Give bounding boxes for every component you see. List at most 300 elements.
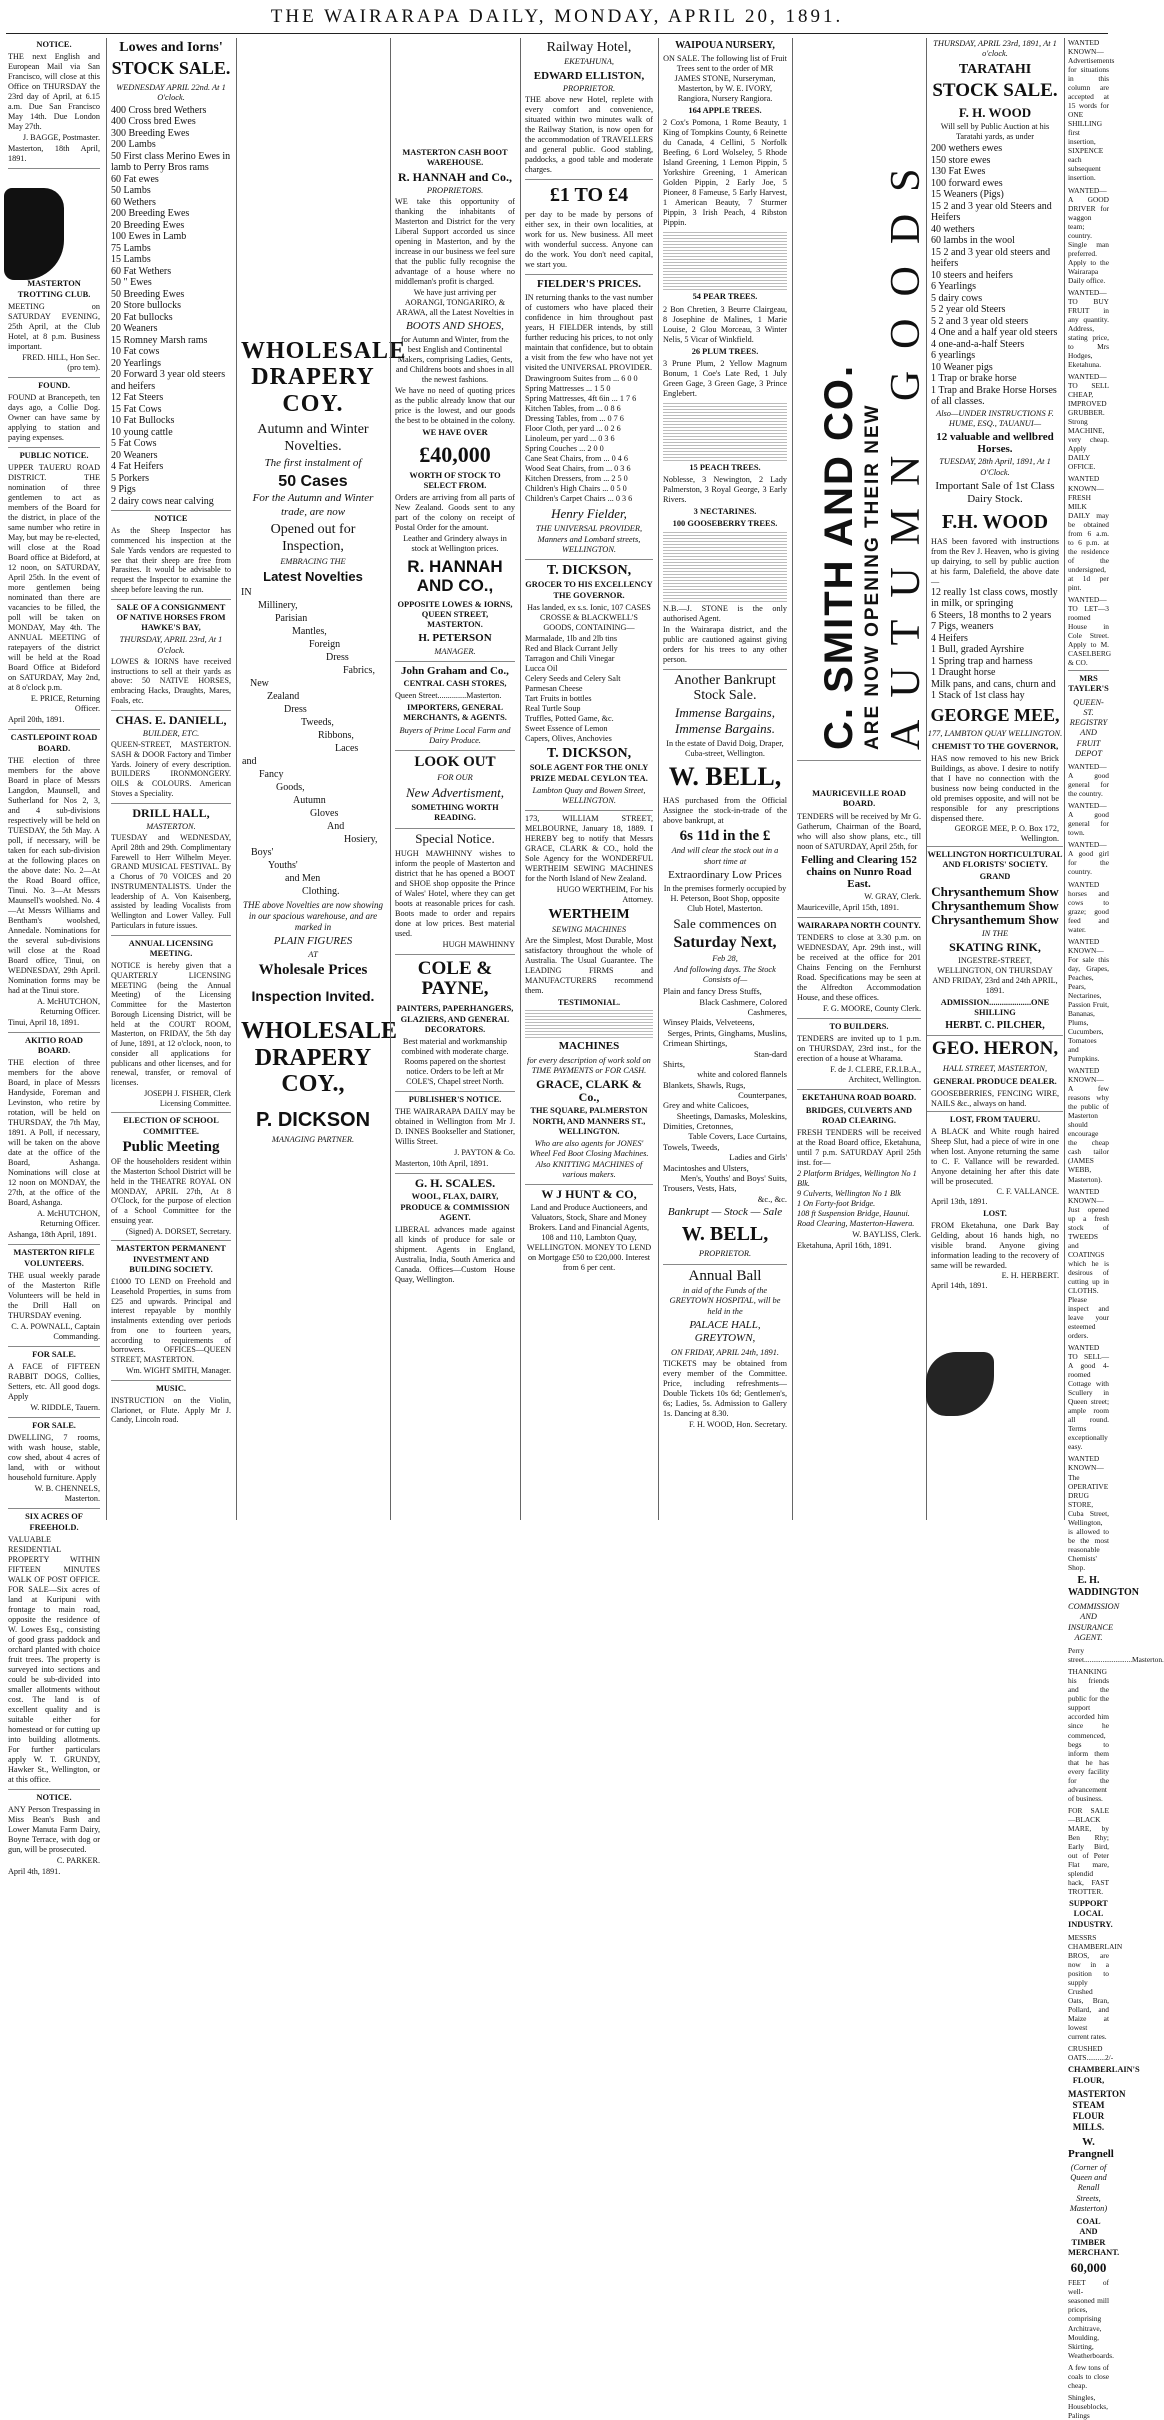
- support-local: SUPPORT LOCAL INDUSTRY.: [1068, 1899, 1113, 1929]
- taylers-item: WANTED horses and cows to graze; good feed and water.: [1068, 879, 1109, 934]
- graham-title: John Graham and Co.,: [401, 664, 509, 677]
- for-trade: For the Autumn and Winter trade, are now: [252, 492, 374, 518]
- wertheim-title: WERTHEIM: [548, 907, 630, 923]
- pilcher-name: HERBT. C. PILCHER,: [945, 1020, 1045, 1032]
- bell-title: W. BELL,: [668, 762, 782, 792]
- plain-figures: PLAIN FIGURES: [273, 934, 353, 947]
- hannah-text: WE take this opportunity of thanking the inhabitants of Masterton and District for the very Liberal Support accorded us since opening in Masterton, and by the increase in our business we feel sure that the public fully recognise the advantage of a house where no middleman's profit is charged.: [395, 196, 515, 286]
- we-have-over: WE HAVE OVER: [422, 428, 488, 438]
- election-title: ELECTION OF SCHOOL COMMITTEE.: [123, 1116, 219, 1136]
- stock-sale-heading: STOCK SALE.: [111, 58, 231, 79]
- notice-signature: W. B. CHENNELS, Masterton.: [34, 1484, 100, 1504]
- stock-item: white and colored flannels: [697, 1069, 787, 1080]
- stock-item: Shirts,: [663, 1058, 685, 1069]
- special-notice: Special Notice.: [415, 831, 495, 847]
- another-bankrupt: Another Bankrupt Stock Sale.: [674, 672, 776, 704]
- notice-body: THE usual weekly parade of the Masterton Rifle Volunteers will be held in the Drill Hall on THURSDAY evening.: [8, 1270, 100, 1320]
- grocery-item: Sweet Essence of Lemon: [525, 723, 608, 733]
- showing-text: THE above Novelties are now showing in our spacious warehouse, and are marked in: [243, 899, 383, 932]
- stock-lot: 50 " Ewes: [111, 277, 152, 289]
- scales-sub: WOOL, FLAX, DAIRY, PRODUCE & COMMISSION AGENT.: [400, 1192, 510, 1222]
- notice-heading: CASTLEPOINT ROAD BOARD.: [10, 733, 98, 753]
- notice-block: [8, 40, 100, 169]
- chamberlain-flour: CHAMBERLAIN'S FLOUR,: [1068, 2065, 1140, 2085]
- taratahi: TARATAHI: [958, 61, 1032, 77]
- smith-company-name: C. SMITH AND CO.: [817, 363, 861, 750]
- importers: IMPORTERS, GENERAL MERCHANTS, & AGENTS.: [403, 703, 507, 723]
- taratahi-stock-sale: STOCK SALE.: [932, 79, 1058, 101]
- wood-lot: 4 One and a half year old steers: [931, 327, 1058, 339]
- stock-lot: 50 Lambs: [111, 185, 151, 197]
- mauriceville-sign: W. GRAY, Clerk.: [864, 891, 921, 901]
- stock-item: Stan-dard: [753, 1048, 787, 1059]
- palace-hall: PALACE HALL, GREYTOWN,: [689, 1318, 761, 1345]
- stock-lot: 15 Romney Marsh rams: [111, 334, 208, 346]
- notice-date: Masterton, 18th April, 1891.: [8, 144, 100, 164]
- nursery-text: ON SALE. The following list of Fruit Trees sent to the order of MR JAMES STONE, Nurseryman, Masterton, by W. E. IVORY, Rangiora, Nursery Rangiora.: [663, 54, 787, 104]
- notice-heading: MASTERTON RIFLE VOLUNTEERS.: [13, 1248, 95, 1268]
- need-text: We have no need of quoting prices as the public already know that our price is the lowest, and our goods the best to be obtained in the colony.: [395, 386, 515, 426]
- valuable-horses: 12 valuable and wellbred Horses.: [936, 431, 1054, 456]
- wood-lot: 150 store ewes: [931, 154, 991, 166]
- knitting-text: Who are also agents for JONES' Wheel Fed Boot Closing Machines. Also KNITTING MACHINES of various makers.: [529, 1139, 649, 1179]
- price-line: Spring Mattresses ... 1 5 0: [525, 384, 611, 394]
- stock-lot: 12 Fat Steers: [111, 392, 164, 404]
- waddington-address: Perry street..........................Masterton.: [1068, 1646, 1164, 1665]
- stock-lot: 50 First class Merino Ewes in lamb to Perry Bros rams: [111, 150, 231, 174]
- wanted-ad: WANTED—TO SELL CHEAP, IMPROVED GRUBBER. Strong MACHINE, very cheap. Apply DAILY OFFICE.: [1068, 372, 1109, 472]
- wood-lot: 10 steers and heifers: [931, 269, 1013, 281]
- novelty-item: Dress: [284, 703, 307, 715]
- stock-lot: 10 Fat cows: [111, 346, 160, 358]
- grocery-item: Real Turtle Soup: [525, 703, 581, 713]
- stock-lot: 5 Porkers: [111, 472, 150, 484]
- wood-lot: 10 Weaner pigs: [931, 361, 993, 373]
- stock-lot: 15 Lambs: [111, 254, 151, 266]
- stock-item: Grey and white Calicoes,: [663, 1100, 749, 1111]
- stock-lot: 9 Pigs: [111, 484, 136, 496]
- price-line: Kitchen Dressers, from ... 2 5 0: [525, 474, 628, 484]
- stock-item: Table Covers, Lace Curtains,: [688, 1131, 787, 1142]
- notice-block: [8, 1512, 100, 1790]
- nursery-list-body: [663, 230, 787, 290]
- to-builders-sign: F. de J. CLERE, F.R.I.B.A., Architect, Wellington.: [830, 1065, 921, 1085]
- novelty-item: Youths': [268, 859, 298, 871]
- price-line: Floor Cloth, per yard ... 0 2 6: [525, 424, 621, 434]
- peterson-name: H. PETERSON: [418, 632, 492, 645]
- notice-heading: PUBLIC NOTICE.: [19, 451, 89, 460]
- notice-body: UPPER TAUERU ROAD DISTRICT. THE nomination of three gentlemen to act as members of the Board for the district, in place of the same number who retire in May, but may be re-elected, will close at the Road Board office at Bideford, at 12 noon, on SATURDAY, April 25th. In the event of more gentlemen being nominated than there are vacancies to be filled, the poll will be taken on MONDAY, May 4th. The ANNUAL MEETING of ratepayers of the district will be held at the Road Board Office at Bideford on SATURDAY, May 2nd, at 8 o'clock p.m.: [8, 463, 100, 693]
- novelty-item: And: [327, 820, 345, 832]
- publishers-notice: PUBLISHER'S NOTICE.: [408, 1095, 502, 1105]
- stock-lot: 20 Store bullocks: [111, 300, 181, 312]
- stock-sale-date: WEDNESDAY APRIL 22nd. At 1 O'clock.: [116, 83, 226, 103]
- novelty-item: Millinery,: [258, 599, 298, 611]
- stock-lot: 20 Weaners: [111, 449, 158, 461]
- column-8-wood-auction: [926, 38, 1063, 1520]
- grocery-item: Marmalade, 1lb and 2lb tins: [525, 633, 618, 643]
- notice-date: Ashanga, 18th April, 1891.: [8, 1230, 97, 1240]
- election-sign: (Signed) A. DORSET, Secretary.: [125, 1226, 231, 1236]
- stock-item: Serges, Prints, Ginghams, Muslins,: [667, 1027, 787, 1038]
- public-meeting-heading: Public Meeting: [122, 1138, 220, 1155]
- dairy-lot: 1 Bull, graded Ayrshire: [931, 644, 1024, 656]
- masthead: THE WAIRARAPA DAILY, MONDAY, APRIL 20, 1891.: [270, 6, 844, 27]
- wood-lot: 40 wethers: [931, 223, 975, 235]
- notice-date: April 4th, 1891.: [8, 1867, 61, 1876]
- lost2-title: LOST.: [983, 1209, 1007, 1219]
- mawhinny-text: HUGH MAWHINNY wishes to inform the people of Masterton and district that he has opened a BOOT and SHOE shop opposite the Prince of Wales' Hotel, where they can get boots at reasonable prices for cash. Boots made to order and repairs done at low prices. Best material used.: [395, 848, 515, 938]
- wanted-ad: WANTED KNOWN—Advertisements for situations in this column are accepted at 15 words for ONE SHILLING first insertion, SIXPENCE each subsequent insertion.: [1068, 38, 1115, 183]
- stock-item: Macintoshes and Ulsters,: [663, 1162, 749, 1173]
- novelty-item: and Men: [285, 872, 321, 884]
- saturday-next: Saturday Next,: [673, 934, 777, 952]
- notice-heading: FOUND.: [38, 380, 70, 390]
- column-5-hotel-grocer: [520, 38, 657, 1520]
- licensing-text: NOTICE is hereby given that a QUARTERLY LICENSING MEETING (being the Annual Meeting) of the Licensing Committee for the Masterton Borough Licensing District, will be held at the COURT ROOM, Masterton, on FRIDAY, the 5th day of June, 1891, at 12 o'clock, noon, to consider all applications for publicans and other licenses, and for renewal, transfer, or removal of licenses.: [111, 961, 231, 1088]
- music-title: MUSIC.: [155, 1383, 186, 1393]
- price-line: Linoleum, per yard ... 0 3 6: [525, 434, 615, 444]
- dairy-lot: 1 Stack of 1st class hay: [931, 690, 1025, 702]
- taylers-title: MRS TAYLER'S: [1068, 670, 1109, 695]
- buyers-text: Buyers of Prime Local Farm and Dairy Produce.: [399, 725, 511, 745]
- lowes-title: Lowes and Iorns': [119, 40, 223, 55]
- notice-body: MEETING on SATURDAY EVENING, 25th April, at the Club Hotel, at 8 p.m. Business important.: [8, 301, 100, 351]
- fielder-price-list: [525, 374, 653, 504]
- notice-body: FOUND at Brancepeth, ten days ago, a Collie Dog. Owner can have same by applying to station and paying expenses.: [8, 393, 100, 442]
- lost-text: A BLACK and White rough haired Sheep Slut, had a piece of wire in one when lost. Anyone returning the same to C. F. Vallance will be rewarded. Anyone detaining her after this date will be prosecuted.: [931, 1127, 1059, 1187]
- cole-payne-title: COLE & PAYNE,: [417, 957, 493, 1000]
- wood-text: Will sell by Public Auction at his Taratahi yards, as under: [940, 122, 1050, 142]
- stock-item: Sheetings, Damasks, Moleskins,: [676, 1110, 787, 1121]
- waddington-title: E. H. WADDINGTON: [1068, 1574, 1139, 1599]
- dairy-sale-title: Important Sale of 1st Class Dairy Stock.: [935, 479, 1055, 506]
- grocery-item: Truffles, Potted Game, &c.: [525, 713, 614, 723]
- stock-item: Blankets, Shawls, Rugs,: [663, 1079, 746, 1090]
- nursery-sign: N.B.—J. STONE is the only authorised Agent.: [663, 603, 787, 623]
- eketahuna-board-text: FRESH TENDERS will be received at the Road Board office, Eketahuna, until 7 p.m. SATURDAY April 25th inst. for—: [797, 1128, 921, 1168]
- masthead-rule: [6, 33, 1108, 34]
- price-line: Children's Carpet Chairs ... 0 3 6: [525, 494, 633, 504]
- notice-heading: NOTICE.: [36, 1792, 72, 1802]
- elliston-role: PROPRIETOR.: [562, 83, 616, 93]
- stock-lot: 15 Fat Cows: [111, 403, 162, 415]
- dairy-lot: 6 Steers, 18 months to 2 years: [931, 609, 1052, 621]
- horticultural-title: WELLINGTON HORTICULTURAL AND FLORISTS' SOCIETY.: [927, 846, 1063, 871]
- pound-text: per day to be made by persons of either sex, in their own localities, at work for us. New business. All meet with wonderful success. Anyone can do the work. You don't need capital, we start you.: [525, 209, 653, 269]
- price-line: Spring Mattresses, 4ft 6in ... 1 7 6: [525, 394, 637, 404]
- premises-text: In the premises formerly occupied by H. Peterson, Boot Shop, opposite Club Hotel, Masterton.: [663, 884, 787, 914]
- lost2-date: April 14th, 1891.: [931, 1281, 988, 1291]
- dickson-name: P. DICKSON: [255, 1109, 371, 1132]
- georgemee-address: 177, LAMBTON QUAY WELLINGTON.: [927, 729, 1063, 739]
- stock-lot: 20 Weaners: [111, 323, 158, 335]
- lost-title: LOST, FROM TAUERU.: [927, 1111, 1063, 1125]
- notice-signature: A. McHUTCHON, Returning Officer.: [37, 1209, 100, 1229]
- stock-lot: 2 dairy cows near calving: [111, 495, 214, 507]
- chrysanthemum-show: Chrysanthemum Show: [931, 883, 1059, 899]
- drill-hall-text: TUESDAY and WEDNESDAY, April 28th and 29th. Complimentary Farewell to Herr Wilhelm Meyer. GRAND MUSICAL FESTIVAL. By a Chorus of 70 VOICES and 20 INSTRUMENTALISTS. Under the leadership of A. Von Kaisenberg, assisted by leading Vocalists from Wellington and Lower Valley. Full Particulars in future issues.: [111, 833, 231, 930]
- cases-count: 50 Cases: [278, 472, 348, 490]
- cole-payne-text: Best material and workmanship combined with moderate charge. Rooms papered on the shortest notice. Orders to be left at Mr COLE'S, Chapel street North.: [401, 1037, 509, 1087]
- plum-heading: 26 PLUM TREES.: [691, 346, 759, 356]
- immense-bargains: Immense Bargains, Immense Bargains.: [675, 705, 775, 737]
- admission: ADMISSION....................ONE SHILLING: [940, 997, 1050, 1018]
- price-line: Kitchen Tables, from ... 0 8 6: [525, 404, 621, 414]
- novelty-item: Hosiery,: [344, 833, 378, 845]
- notice-title: NOTICE: [154, 514, 188, 524]
- fielder-text: IN returning thanks to the vast number of customers who have placed their confidence in him throughout past years, H FIELDER intends, by still further reducing his prices, to not only maintain that confidence, but to obtain a visit from the few who have not yet visited the UNIVERSAL PROVIDER.: [525, 293, 653, 373]
- stock-item: Dimities, Cretonnes,: [663, 1121, 734, 1132]
- cole-payne-sub: PAINTERS, PAPERHANGERS, GLAZIERS, AND GENERAL DECORATORS.: [396, 1004, 514, 1034]
- grocery-item: Celery Seeds and Celery Salt: [525, 673, 621, 683]
- publishers-sign: J. PAYTON & Co.: [454, 1148, 515, 1158]
- novelty-item: Ribbons,: [318, 729, 354, 741]
- wood-sale-date: THURSDAY, APRIL 23rd, 1891, At 1 o'clock.: [933, 39, 1057, 59]
- to-builders-title: TO BUILDERS.: [829, 1022, 889, 1032]
- dairy-lot: 4 Heifers: [931, 632, 968, 644]
- novelty-item: Zealand: [267, 690, 300, 702]
- sole-agent: SOLE AGENT FOR THE ONLY PRIZE MEDAL CEYLON TEA.: [529, 763, 649, 783]
- look-out: LOOK OUT: [414, 754, 496, 771]
- latest-novelties: Latest Novelties: [263, 568, 363, 584]
- waddington-text: THANKING his friends and the public for the support accorded him since he commenced, begs to inform them that he has every facility for the advancement of business.: [1068, 1667, 1109, 1803]
- boots-and-shoes: BOOTS AND SHOES,: [406, 319, 504, 332]
- novelty-item: Fancy: [259, 768, 284, 780]
- column-6-nursery-bell: [658, 38, 791, 1520]
- wood-lot: 6 Yearlings: [931, 281, 977, 293]
- feet-text: FEET of well-seasoned mill prices, comprising Architrave, Moulding, Skirting, Weatherboards.: [1068, 2278, 1114, 2360]
- notice-body: VALUABLE RESIDENTIAL PROPERTY WITHIN FIFTEEN MINUTES WALK OF POST OFFICE. FOR SALE—Six acres of land at Kuripuni with frontage to main road, opposite the residence of W. Lowes Esq., consisting of good grass paddock and orchard planted with choice fruit trees. The property is surveyed into sections and could be sub-divided into smaller allotments without cost. The land is of excellent quality and is suitable either for homestead or for cutting up into building allotments. For further particulars apply W. T. GRUNDY, Hawker St., Wellington, or at this office.: [8, 1534, 100, 1784]
- dairy-lot: Milk pans, and cans, churn and: [931, 678, 1056, 690]
- eketahuna-sign: W. BAYLISS, Clerk.: [852, 1230, 921, 1240]
- hunt-title: W J HUNT & CO,: [541, 1187, 637, 1202]
- eketahuna-items: [797, 1169, 921, 1229]
- tdickson-title: T. DICKSON,: [546, 563, 632, 578]
- wood-lot: 5 dairy cows: [931, 292, 983, 304]
- novelty-item: Clothing.: [302, 885, 340, 897]
- fielder-prices-title: FIELDER'S PRICES.: [537, 277, 641, 290]
- bell-stock-list: [663, 986, 787, 1204]
- permanent-society-sign: Wm. WIGHT SMITH, Manager.: [125, 1365, 231, 1375]
- stock-lot: 10 young cattle: [111, 426, 173, 438]
- stock-lot: 50 Breeding Ewes: [111, 288, 185, 300]
- plum-text: 3 Prune Plum, 2 Yellow Magnum Bonum, 1 Coe's Late Red, 1 July Green Gage, 3 Green Gage, 3 Prince Englebert.: [663, 358, 787, 398]
- machines-text: for every description of work sold on TIME PAYMENTS or FOR CASH.: [527, 1055, 651, 1075]
- grocery-item: Tarragon and Chili Vinegar: [525, 653, 615, 663]
- bell-text: HAS purchased from the Official Assignee the stock-in-trade of the above bankrupt, at: [663, 795, 787, 825]
- price-line: Dressing Tables, from ... 0 7 6: [525, 414, 624, 424]
- apple-text: 2 Cox's Pomona, 1 Rome Beauty, 1 King of Tompkins County, 6 Reinette du Canada, 4 Cellini, 5 Norfolk Beefing, 6 Lord Wolseley, 5 Rhode Island Greening, 1 Lemon Pippin, 5 Yorkshire Greening, 1 American Golden Pippin, 2 Early Joe, 5 Pioneer, 8 Fameuse, 5 Early Harvest, 1 American Beauty, 7 Sturmer Pippin, 3 Irish Peach, 4 Ribston Pippin.: [663, 118, 787, 228]
- notice-signature: E. PRICE, Returning Officer.: [30, 694, 100, 714]
- inspection-invited: Inspection Invited.: [251, 987, 375, 1004]
- wanted-ad: WANTED KNOWN—The OPERATIVE DRUG STORE, Cuba Street, Wellington, is allowed to be the most reasonable Chemists' Shop.: [1068, 1454, 1109, 1572]
- gooseberry-heading: 100 GOOSEBERRY TREES.: [672, 519, 778, 529]
- extraordinary-prices: Extraordinary Low Prices: [668, 868, 782, 881]
- wood-lot-list: [931, 143, 1059, 408]
- notice-signature: W. RIDDLE, Tauern.: [30, 1403, 100, 1412]
- novelty-item: Dress: [326, 651, 349, 663]
- price-line: Cane Seat Chairs, from ... 0 4 6: [525, 454, 629, 464]
- wanted-ad: WANTED KNOWN—Just opened up a fresh stock of TWEEDS and COATINGS which he is desirous of cutting up in CLOTHS. Please inspect and leave your esteemed orders.: [1068, 1186, 1109, 1341]
- novelty-item: Foreign: [309, 638, 341, 650]
- notice-heading: AKITIO ROAD BOARD.: [25, 1035, 83, 1055]
- stock-worth: WORTH OF STOCK TO SELECT FROM.: [409, 470, 501, 491]
- nursery-caution: In the Wairarapa district, and the public are cautioned against giving orders for his trees to any other person.: [663, 624, 787, 664]
- notice-block: [8, 733, 100, 1033]
- wanted-ad: WANTED KNOWN—FRESH MILK DAILY may be obtained from 6 a.m. to 6 p.m. at the residence of the undersigned, at 1d per pint.: [1068, 474, 1109, 592]
- testimonial-label: TESTIMONIAL.: [557, 997, 621, 1007]
- wertheim-sign: HUGO WERTHEIM, For his Attorney.: [556, 885, 653, 905]
- publishers-text: THE WAIRARAPA DAILY may be obtained in Wellington from Mr J. D. INNES Bookseller and Stationer, Willis Street.: [395, 1107, 515, 1147]
- daniell-title: CHAS. E. DANIELL,: [115, 712, 227, 727]
- notice-signature: C. A. POWNALL, Captain Commanding.: [11, 1321, 100, 1341]
- wood-lot: 1 Trap or brake horse: [931, 373, 1017, 385]
- daniell-subtitle: BUILDER, ETC.: [142, 728, 200, 738]
- coal-timber: COAL AND TIMBER MERCHANT.: [1068, 2217, 1120, 2257]
- bell-price: 6s 11d in the £: [679, 827, 771, 844]
- chamberlain-text: MESSRS CHAMBERLAIN BROS, are now in a position to supply Crushed Oats, Bran, Pollard, and Maize at lowest current rates.: [1068, 1932, 1123, 2042]
- novelty-item: Gloves: [310, 807, 339, 819]
- taylers-item: WANTED—A good general for town.: [1068, 801, 1109, 838]
- permanent-society-text: £1000 TO LEND on Freehold and Leasehold Properties, in sums from £25 and upwards. Principal and interest repayable by monthly instalments extending over periods from one to fourteen years, according to requirements of borrowers. OFFICES—QUEEN STREET, MASTERTON.: [111, 1277, 231, 1365]
- dairy-lot: 1 Spring trap and harness: [931, 655, 1033, 667]
- boots-sub: for Autumn and Winter, from the best English and Continental Makers, comprising Ladies, Gents, and Childrens boots and shoes in all the newest fashions.: [395, 335, 515, 385]
- grand-label: GRAND: [979, 872, 1011, 882]
- hunt-text: Land and Produce Auctioneers, and Valuators, Stock, Share and Money Brokers. Land and Financial Agents, 108 and 110, Lambton Quay, WELLINGTON. MONEY TO LEND on Mortgage £50 to £20,000. Interest from 6 per cent.: [526, 1203, 652, 1273]
- mauriceville-title: MAURICEVILLE ROAD BOARD.: [812, 789, 906, 809]
- sale-commences: Sale commences on: [673, 916, 777, 932]
- tender-item: 9 Culverts, Wellington No 1 Blk: [797, 1189, 901, 1199]
- first-instalment: The first instalment of: [264, 457, 362, 470]
- wood-lot: 5 2 and 3 year old steers: [931, 315, 1029, 327]
- stock-item: Crimean Shirtings,: [663, 1038, 728, 1049]
- nursery-list-body-3: [663, 532, 787, 602]
- grocery-item: Red and Black Currant Jelly: [525, 643, 618, 653]
- to-builders-text: TENDERS are invited up to 1 p.m. on THURSDAY, 23rd inst., for the erection of a house at Wharama.: [797, 1034, 921, 1064]
- wood-lot: 5 2 year old Steers: [931, 304, 1006, 316]
- notice-date: Tinui, April 18, 1891.: [8, 1017, 80, 1027]
- bell-proprietor: PROPRIETOR.: [698, 1249, 752, 1259]
- wanted-ad: WANTED—A GOOD DRIVER for waggon team; country. Single man preferred. Apply to the Wairarapa Daily office.: [1068, 185, 1109, 285]
- grocery-item: Lucca Oil: [525, 663, 558, 673]
- stock-item: Men's, Youths' and Boys' Suits,: [680, 1172, 787, 1183]
- novelty-item: Mantles,: [292, 625, 327, 637]
- ball-date: ON FRIDAY, APRIL 24th, 1891.: [670, 1347, 780, 1357]
- notice-heading: MASTERTON TROTTING CLUB.: [17, 279, 91, 299]
- mauriceville-text: TENDERS will be received by Mr G. Gatherum, Chairman of the Board, who will also show plans, etc., till noon of SATURDAY, April 25th, for: [797, 811, 921, 851]
- horse-sale-title: SALE OF A CONSIGNMENT OF NATIVE HORSES FROM HAWKE'S BAY,: [116, 602, 226, 633]
- notice-body: THE next English and European Mail via San Francisco, will close at this Office on THURSDAY the 23rd day of April, at 6.15 a.m. Due San Francisco May 14th. Due London May 27th.: [8, 52, 100, 132]
- stock-lot: 20 Fat bullocks: [111, 311, 173, 323]
- taylers-item: WANTED—A good general for the country.: [1068, 762, 1109, 799]
- stock-item: Winsey Plaids, Velveteens,: [663, 1017, 755, 1028]
- estate-text: In the estate of David Doig, Draper, Cuba-street, Wellington.: [666, 739, 784, 759]
- stock-lot: 20 Yearlings: [111, 357, 162, 369]
- heron-dealer: GENERAL PRODUCE DEALER.: [933, 1076, 1057, 1086]
- election-text: OF the householders resident within the Masterton School District will be held in the THEATRE ROYAL ON MONDAY, APRIL 27th, At 8 O'Clock, for the purpose of election of a School Committee for the ensuing year.: [111, 1157, 231, 1225]
- notice-block: [8, 1248, 100, 1347]
- managing-partner: MANAGING PARTNER.: [271, 1135, 355, 1145]
- notice-heading: SIX ACRES OF FREEHOLD.: [25, 1512, 83, 1532]
- dairy-lot: 1 Draught horse: [931, 667, 996, 679]
- novelty-item: Parisian: [275, 612, 308, 624]
- smith-autumn-goods: AUTUMN GOODS: [883, 146, 929, 750]
- lost-date: April 13th, 1891.: [931, 1197, 988, 1207]
- proprietors: PROPRIETORS.: [426, 185, 484, 195]
- at-label: AT: [308, 950, 318, 960]
- notice-body: ANY Person Trespassing in Miss Bean's Bush and Lower Manuta Farm Dairy, Boyne Terrace, with dog or gun, will be prosecuted.: [8, 1805, 100, 1854]
- ball-tickets: TICKETS may be obtained from every member of the Committee. Price, including refreshments—Double Tickets 10s 6d; Gentlemen's, 6s; Ladies, 5s. Admission to Gallery 1s. Dancing at 8.30.: [663, 1358, 787, 1418]
- licensing-sign: JOSEPH J. FISHER, Clerk Licensing Committee.: [144, 1088, 231, 1108]
- stock-item: &c., &c.: [757, 1193, 787, 1204]
- hannah-title-2: R. HANNAH AND CO.,: [407, 557, 503, 595]
- price-line: Children's High Chairs ... 0 5 0: [525, 484, 627, 494]
- wood2-text: HAS been favored with instructions from the Rev J. Heaven, who is giving up dairying, to sell by public auction at his farm, Dalefield, the above date—: [931, 536, 1059, 586]
- skating-rink: SKATING RINK,: [949, 939, 1041, 954]
- column-7-smith-tenders: [792, 38, 929, 1520]
- horse-sale-text: LOWES & IORNS have received instructions to sell at their yards as above: 50 NATIVE HORSES, embracing Hacks, Draughts, Mares, Foals, etc.: [111, 656, 231, 705]
- in-the: IN THE: [981, 928, 1009, 938]
- stock-lot: 4 Fat Heifers: [111, 461, 164, 473]
- novelty-item: IN: [241, 586, 252, 598]
- stock-item: Ladies and Girls': [729, 1152, 787, 1163]
- notice-heading: FOR SALE.: [32, 1349, 76, 1359]
- stock-lot: 60 Wethers: [111, 196, 156, 208]
- clear-text: And will clear the stock out in a short time at: [671, 846, 779, 866]
- coals-text: A few tons of coals to close cheap.: [1068, 2362, 1109, 2390]
- novelty-item: Goods,: [276, 781, 305, 793]
- daniell-text: QUEEN-STREET, MASTERTON. SASH & DOOR Factory and Timber Yards. Joinery of every description. BUILDERS IRONMONGERY. OILS & COLOURS. American Stoves a Speciality.: [111, 740, 231, 798]
- wairarapa-north-text: TENDERS to close at 3.30 p.m. on WEDNESDAY, Apr. 29th inst., will be received at the office for 201 Chains Fencing on the Fernhurst Road. Specifications may be seen at the Alfredton Accommodation House, and these offices.: [797, 933, 921, 1003]
- tender-item: Road Clearing, Masterton-Hawera.: [797, 1219, 915, 1229]
- tdickson-title-2: T. DICKSON,: [546, 745, 632, 761]
- for-our: FOR OUR: [437, 772, 473, 782]
- stock-amount: £40,000: [419, 441, 491, 467]
- pound-heading: £1 TO £4: [549, 183, 629, 206]
- stock-lot: 300 Breeding Ewes: [111, 127, 190, 139]
- notice-date: April 20th, 1891.: [8, 715, 65, 725]
- permanent-society-title: MASTERTON PERMANENT INVESTMENT AND BUILDING SOCIETY.: [116, 1244, 226, 1274]
- cash-warehouse-title: MASTERTON CASH BOOT WAREHOUSE.: [402, 148, 508, 168]
- steam-mills: MASTERTON STEAM FLOUR MILLS.: [1068, 2088, 1126, 2132]
- railway-hotel: Railway Hotel,: [546, 40, 632, 55]
- notice-body: THE election of three members for the above Board in place of Messrs Langdon, Maunsell, and Sutherland for Nos 2, 3, and 4 sub-divisions respectively will be held on TUESDAY, the 5th May. A poll, if necessary, will be taken for each sub-division at the following places on the above date: No. 2—At the Road Board office, Tinui. No. 3—At Messrs Maunsell's woolshed. No. 4—At Messrs Williams and Bentham's woolshed, Annedale. Nominations for the several sub-divisions will close at the Road Board office, Tinui, on WEDNESDAY, 29th April. Nomination forms may be had at the Tinui store.: [8, 755, 100, 995]
- notice-heading: FOR SALE.: [32, 1421, 76, 1430]
- taylers-sub: QUEEN-ST. REGISTRY AND FRUIT DEPOT: [1069, 697, 1108, 758]
- notice-block: [8, 279, 100, 378]
- taylers-item: WANTED—A good girl for the country.: [1068, 840, 1109, 877]
- fielder-sign: Henry Fielder,: [551, 506, 627, 522]
- dairy-date: TUESDAY, 28th April, 1891, At 1 O'Clock.: [939, 457, 1051, 477]
- wood-lot: 200 wethers ewes: [931, 143, 1003, 155]
- wertheim-text: Are the Simplest, Most Durable, Most satisfactory throughout the whole of Australia. The Usual Guarantee. The LEADING FIRMS and MANUFACTURERS recommend them.: [525, 935, 653, 995]
- stock-lot: 20 Breeding Ewes: [111, 219, 185, 231]
- stock-lot: 60 Fat Wethers: [111, 265, 172, 277]
- worth-reading: SOMETHING WORTH READING.: [411, 802, 499, 822]
- landed-text: Has landed, ex s.s. Ionic, 107 CASES CROSSE & BLACKWELL'S GOODS, CONTAINING—: [527, 602, 651, 632]
- licensing-title: ANNUAL LICENSING MEETING.: [128, 938, 214, 958]
- georgemee-title: GEORGE MEE,: [930, 704, 1060, 725]
- annual-ball: Annual Ball: [688, 1267, 762, 1284]
- column-3-drapery: [236, 38, 407, 1520]
- grace-clark-sub: THE SQUARE, PALMERSTON NORTH, AND MANNERS ST., WELLINGTON.: [530, 1106, 648, 1136]
- apple-heading: 164 APPLE TREES.: [688, 106, 762, 116]
- wood-name-2: F.H. WOOD: [941, 510, 1049, 533]
- scales-title: G. H. SCALES.: [414, 1176, 496, 1191]
- stock-lot: 400 Cross bred Ewes: [111, 116, 196, 128]
- stock-lot: 60 Fat ewes: [111, 173, 159, 185]
